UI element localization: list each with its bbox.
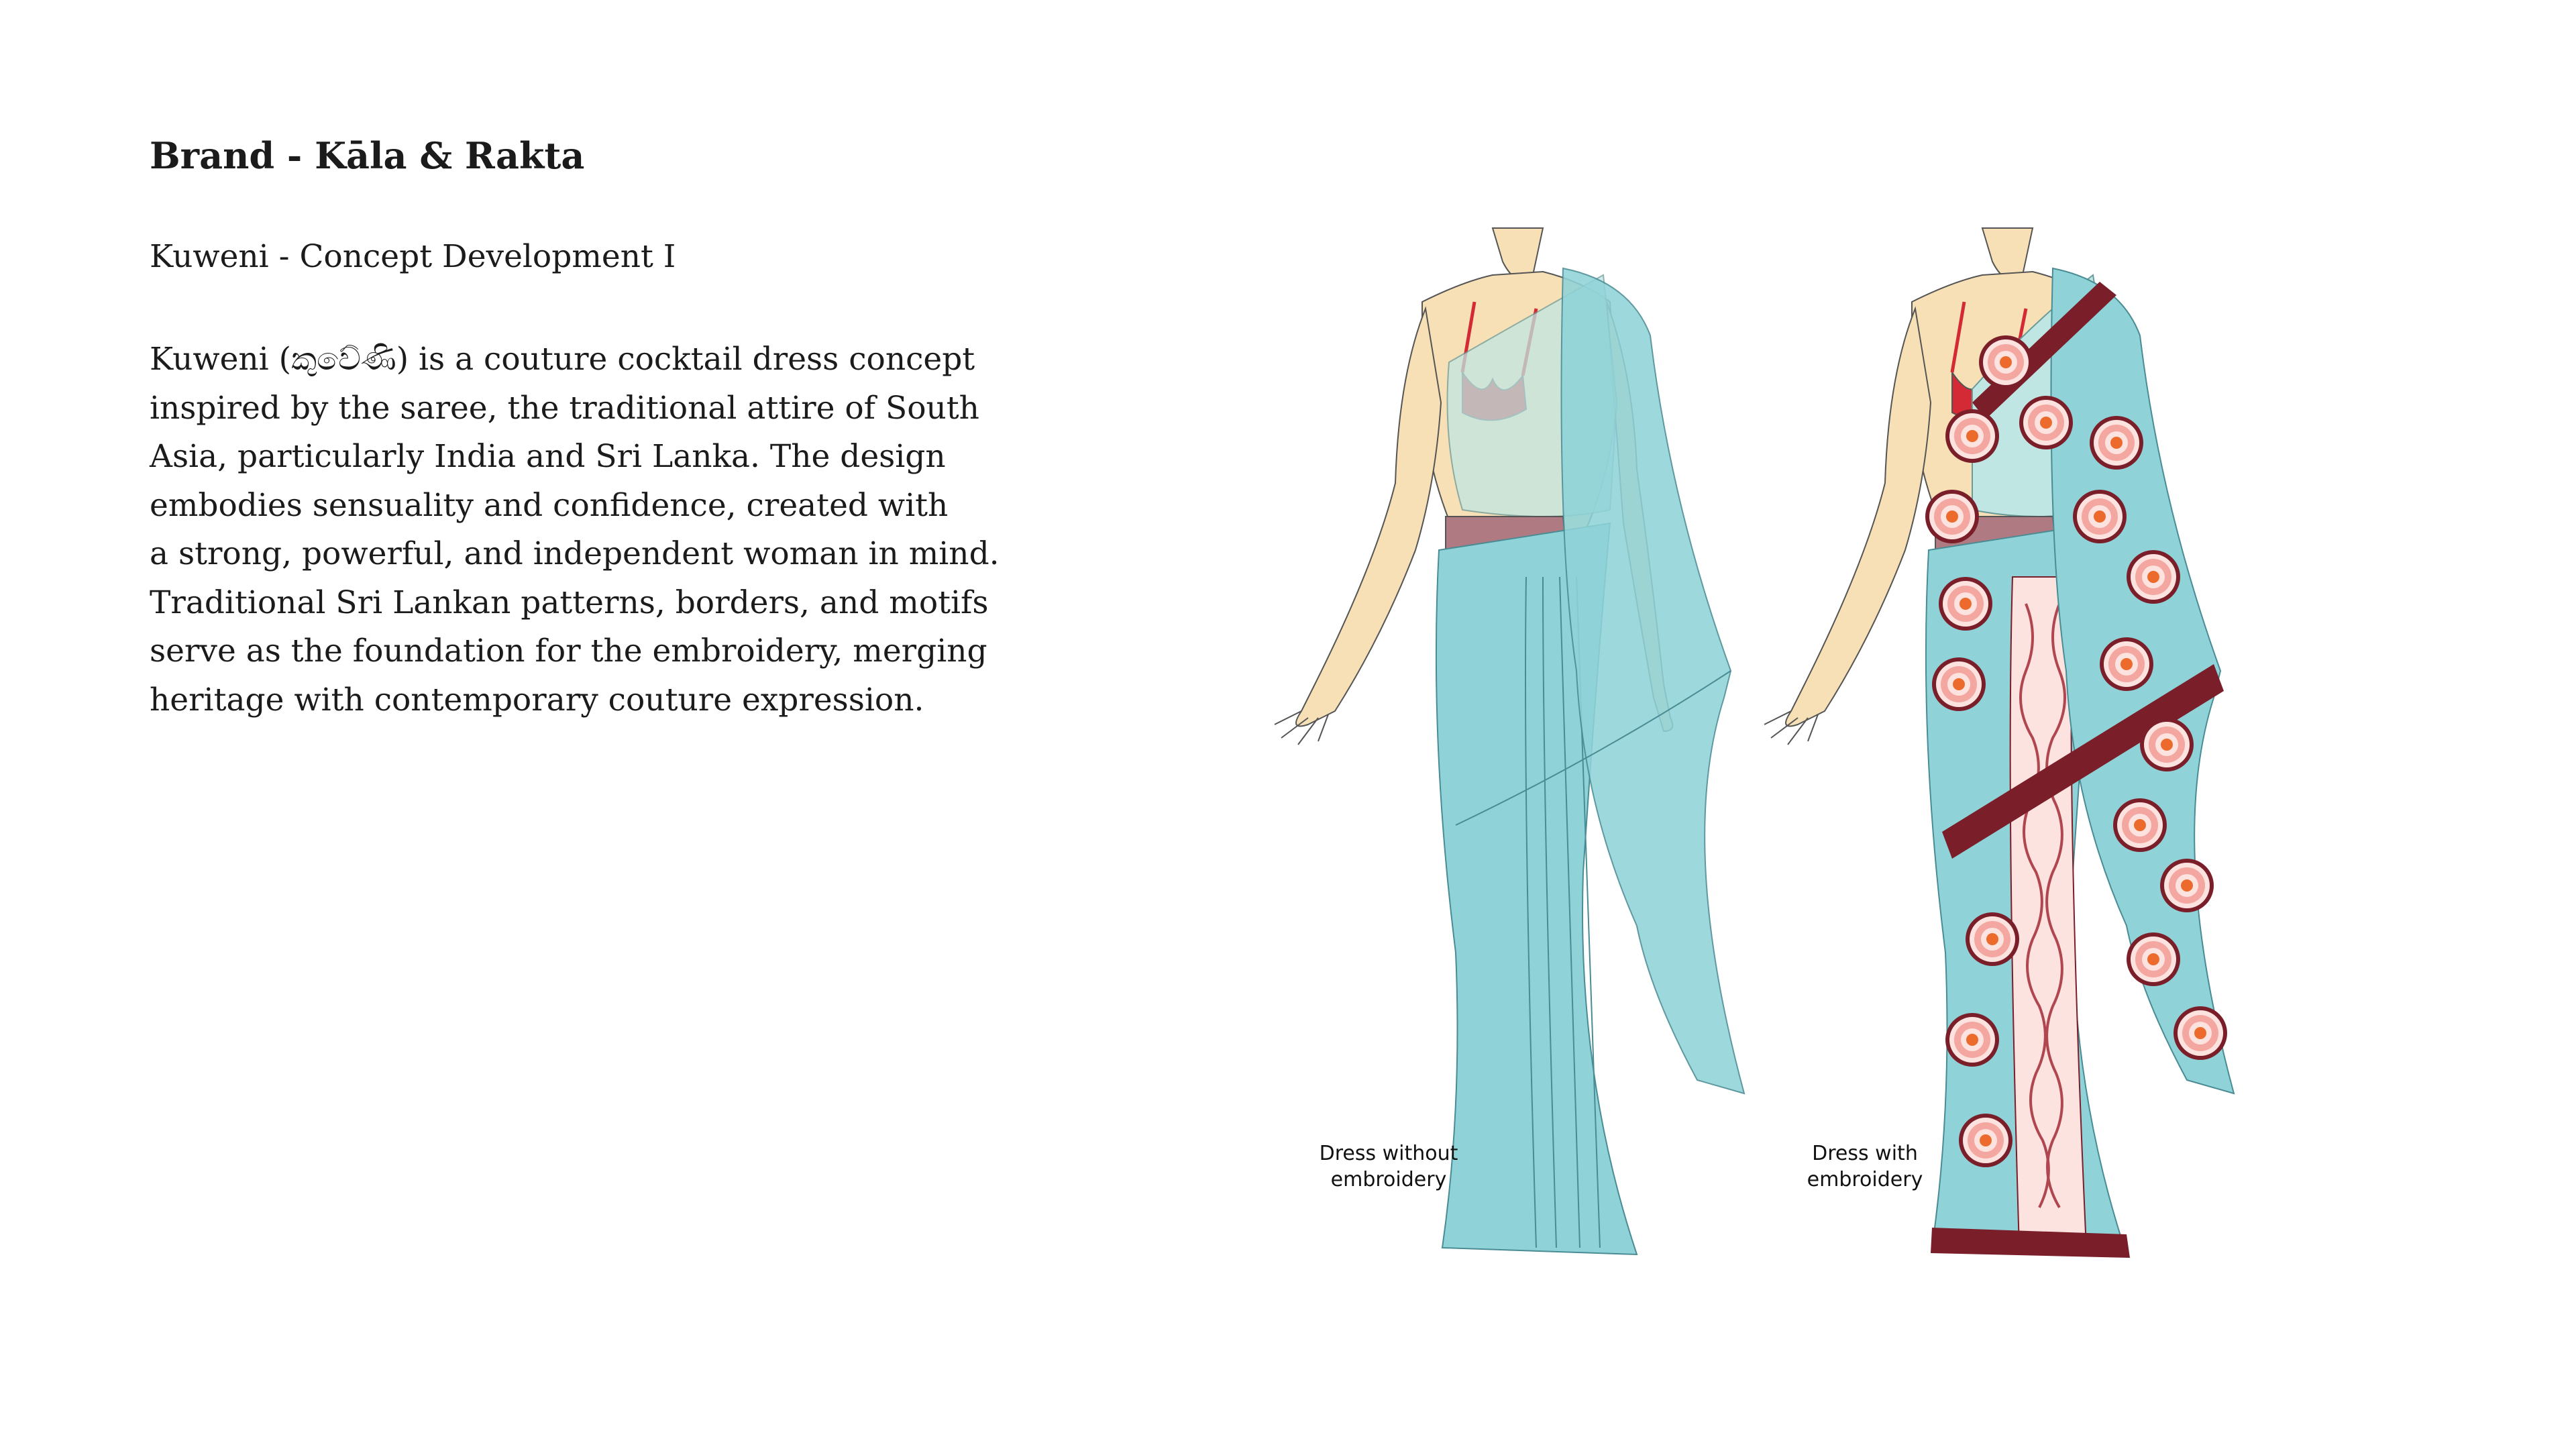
description-line: heritage with contemporary couture expression. <box>150 681 924 718</box>
caption-with-embroidery <box>1778 1140 1952 1193</box>
description-line: Traditional Sri Lankan patterns, borders, and motifs <box>150 584 989 621</box>
fashion-illustration-embroidered <box>1751 201 2261 1288</box>
description-line: inspired by the saree, the traditional attire of South <box>150 389 979 427</box>
caption-without-embroidery <box>1301 1140 1476 1193</box>
dress-sketch-plain <box>1261 201 1771 1288</box>
description-line: serve as the foundation for the embroidery, merging <box>150 633 987 669</box>
description-line: embodies sensuality and confidence, created with <box>150 486 949 524</box>
caption-line: Dress without <box>1319 1142 1458 1165</box>
description-line: Asia, particularly India and Sri Lanka. The design <box>150 438 946 475</box>
brand-title: Brand - Kāla & Rakta <box>150 134 585 177</box>
description-line: Kuweni (කුවේණි) is a couture cocktail dress concept <box>150 341 975 378</box>
caption-line: Dress with <box>1812 1142 1918 1165</box>
concept-description <box>150 335 1102 724</box>
caption-line: embroidery <box>1807 1168 1923 1191</box>
fashion-illustration-plain <box>1261 201 1771 1288</box>
caption-line: embroidery <box>1330 1168 1447 1191</box>
concept-subtitle: Kuweni - Concept Development I <box>150 238 676 275</box>
dress-sketch-embroidered <box>1751 201 2261 1288</box>
description-line: a strong, powerful, and independent woman in mind. <box>150 535 1000 572</box>
